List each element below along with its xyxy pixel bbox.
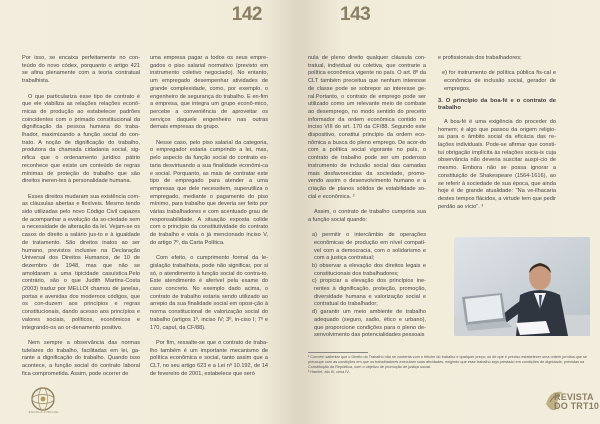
escola-judicial-logo-text: ESCOLA JUDICIAL	[28, 410, 60, 414]
right-column-1	[308, 55, 426, 340]
paragraph: Nem sempre a observância das normas tutelares do trabalho, facilitadas em lei, ga-rante a dignificação do trabalho. Quando isso acontece, a função social do contrato laboral fica comprometida. Assim, pode ocorrer de	[22, 339, 140, 377]
revista-logo-text	[554, 393, 599, 411]
escola-judicial-logo-icon	[30, 386, 56, 412]
paragraph: A boa-fé é uma exigência do proceder do homem; é algo que passou da origem religio-sa para o âmbito social da eficácia das re-lações individuais. Pode-se afirmar que consti-tui obrigação implícita às relações socia-is cuja observância não deveria suscitar auspí-cio de mesmo. Embora não se possa ignorar a constituição de Shakespeare (1564-1616), ao se referir à sociedade de sua época, que ainda hoje é de grande atualidade: "Na ve-ilhacaria destes tempos flácidos, a virtude tem que pedir perdão ao vício". ³	[438, 118, 556, 210]
list-item: e) for instrumento de política pública fis-cal e econômica de inclusão social, gerador de empregos.	[442, 70, 556, 92]
businessman-photo	[454, 237, 590, 336]
left-column-2	[150, 55, 268, 386]
list-item: d) garantir um meio ambiente de trabalho adequado (seguro, sadio, ético e urbano), que proporcione condições para o pleno de-senvolvimento das potencialidades pessoais	[312, 309, 426, 339]
footnotes	[308, 352, 590, 375]
revista-logo-line-2: DO TRT10	[554, 401, 600, 411]
right-page	[300, 0, 600, 424]
footnote: ³ Hamlet, ato III, cena IV.	[308, 370, 350, 374]
paragraph: Esses direitos mudaram sua existência com-as cláusulas abertas e flexíveis. Mesmo tendo sido utilizadas pelo novo Código Civil capazes de acompanhar a evolução da so-ciedade sem a necessidade de alteração da lei. Vejam-se os casos do direito a salário jus-to e à igualdade de tratamento. São direitos inatos ao ser humano, previstos inclusive na Declaração Universal dos Direitos Humanos, de 10 de dezembro de 1948, mas que não se amoldaram a uma tipicidade casuística.Pelo contrário, são o que Judith Martins-Costa (2003) traduz por MELLOI chamou de janelas, portas e avenidas dos modernos códigos, que os con-duzem aos princípios e regras constitucionais, dando acesso aos princípios e valores sociais, políticos, econômicos e integrando-os ao or-denamento positivo.	[22, 193, 140, 331]
revista-logo-line-1: REVISTA	[554, 392, 594, 402]
paragraph: Nesse caso, pelo piso salarial da categoria, o empregador estaria cumprindo a lei, mas, pelo aspecto da função social do contrato es-taria desvirtuando a sua finalidade econômi-ca e social. Porquanto, as mais de contratar este tipo de empregado para atender a uma empresas que dele necessitem, superutiliza o empregado, mediante o pagamento do piso mínimo, para trabalho que deveria ser feito por várias trabalhadores e com acentuado grau de responsabilidade. A situação exposta colide com o princípio da constitutividade do contrato de trabalho e viola o já mencionado inciso V, do artigo 7º, da Carta Política.	[150, 139, 268, 246]
list-item: b) observar a elevação dos direitos legais e constitucionais dos trabalhadores;	[312, 262, 426, 277]
paragraph: nula de pleno direito qualquer cláusula con-tratual, individual ou coletiva, que contrarie a política econômica vigente no país. O art. 8º da CLT também preceitua que nenhum interesse de classe pode se sobrepor ao interesse ge-ral.Portanto, o contrato de emprego pode ser utilizado como um relevante meio de combate ao desemprego, no modo sentido do preceito informador da ordem econômica contido no inciso VIII do art. 170 da CF/88. Segundo este dispositivo, constitui princípio da ordem eco-nômica a busca do pleno emprego. De acor-do com a política social vigorante no país, o contrato de trabalho pode ser um poderoso instrumento de inclusão social das camadas mais desfavorecidas da sociedade, promo-vendo assim o desenvolvimento humano e a criação de planos sólidos de estabilidade so-cial e econômica. ²	[308, 55, 426, 200]
paragraph: O que particulariza esse tipo de contrato é que ele viabiliza as relações relações econô-micas de produção ao estabelecer padrões coincidentes com o primado constitucional da dignificação da pessoa humana do traba-lhador, maximizando a função social do con-trato. A noção de dignificação do trabalho, produtora da chamada cidadania social, sig-nifica que o ordenamento jurídico pátrio reconhece que existe um conteúdo de regras mínimas de proteção do trabalho que são direitos ineren-tes à personalidade humana.	[22, 93, 140, 185]
page-number: 142	[231, 4, 262, 25]
list-item: c) propiciar a elevação dos princípios ine-rentes à dignificação, proteção, promoção, diversidade humana e valorização social e contratual do trabalhador;	[312, 278, 426, 308]
footnote-divider	[308, 352, 368, 353]
footnote: ² Convém salientar que o Direito do Trabalho não se contenta com o fetiche do trabalho e qualquer preço; ou de que é preciso estabelecer uma ordem jurídica que se preocupe com as condições em que os trabalhadores executam suas atividades, exigindo que esse trabalho seja prestado em condições de dignidade, previstas na Constituição da República, com o objetivo de promoção de justiça social.	[308, 355, 588, 369]
paragraph: Assim, o contrato de trabalho cumpriria sua a função social quando:	[308, 209, 426, 223]
right-column-2	[438, 55, 556, 219]
paragraph: Por fim, ressalte-se que o contrato de traba-lho também é um importante mecanismo de política econômica e social, tanto assim que a CLT, no seu artigo 623 e a Lei nº 10.192, de 14 de fevereiro de 2001, estabelece que seró	[150, 339, 268, 377]
left-column-1	[22, 55, 140, 386]
paragraph: Por isso, se encaixa perfeitamente no con-teúdo do novo códex, porquanto o artigo 421 se afina plenamente com a teoria contratual trabalhista.	[22, 55, 140, 85]
list-item: a) permitir o intercâmbio de operações econômicas de produção em nível compatí-vel com a democracia, com o solidarismo e com a justiça contratual;	[312, 232, 426, 262]
paragraph: Com efeito, o cumprimento formal da le-gislação trabalhista, pode não significar, por si só, o atendimento à função social do contra-to. Este atendimento é aferível pela exame do caso concreto. No exemplo dado acima, o contrato de trabalho estaria sendo utilizado ao arrepio da sua finalidade social em oposi-ção à norma constitucional de valorização social do trabalho (artigos 1º, inciso IV; 3º, in-ciso I; 7º e 170, caput, da CF/88).	[150, 255, 268, 331]
page-number: 143	[340, 4, 371, 25]
paragraph: uma empresa pagar a todos os seus empre-gados o piso salarial normativo (previsto em instrumento coletivo negociado). No entanto, um empregado desempenhar atividades de grande complexidade, como, por exemplo, o engenheiro de segurança do trabalho. E en-fim a empresa, que integra um grupo econô-mico, percebe a conveniência de aproveitar os serviços daquele engenheiro nas outras demais empresas do grupo.	[150, 55, 268, 131]
section-heading: 3. O princípio da boa-fé e o contrato de trabalho	[438, 97, 556, 112]
paragraph: e profissionais dos trabalhadores;	[438, 55, 522, 61]
